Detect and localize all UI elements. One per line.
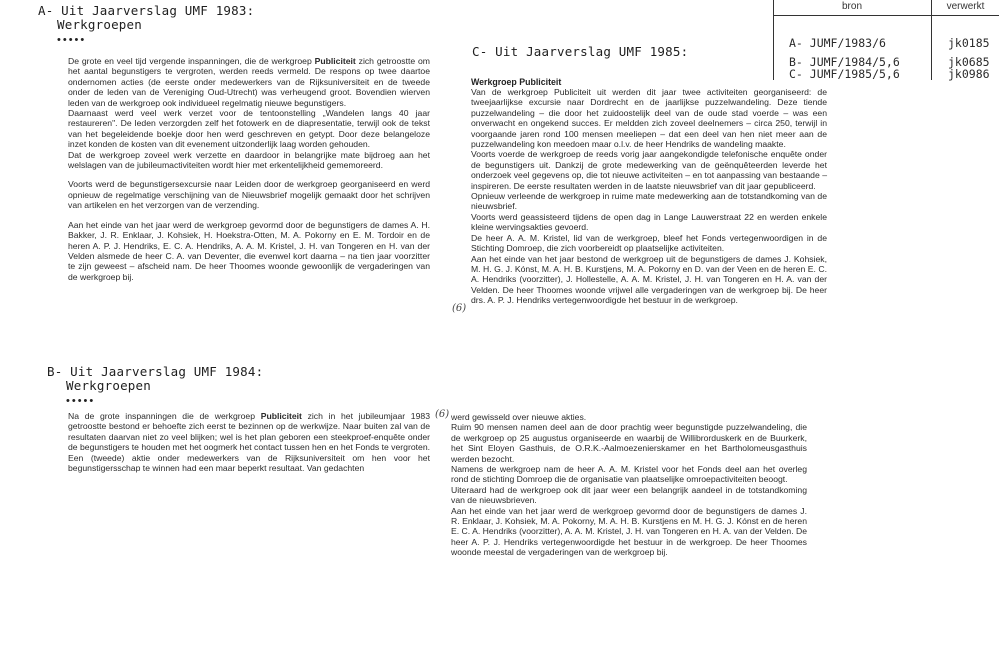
section-c-paragraph: Voorts werd geassisteerd tijdens de open dag in Lange Lauwerstraat 22 en werden enkele kleine wervingsakties gevoerd. xyxy=(471,211,827,233)
section-a-paragraph: Aan het einde van het jaar werd de werkgroep gevormd door de begunstigers de dames A. H. Bakker, J. R. Enklaar, J. Kohsiek, H. Hoekstra-Otten, M. A. Pokorny en E. M. Tordoir en de heren A. P. J. Hendriks, E. C. A. Hendriks, A. A. M. Kristel, J. H. van Tongeren en H. van der Velden alsmede de heer C. A. van Deventer, die evenwel kort daarna – na tien jaar voorzitter te zijn geweest – afscheid nam. De heer Thoomes woonde gewoonlijk de vergaderingen van de werkgroep bij. xyxy=(68,219,430,282)
section-b-cont-paragraph: Uiteraard had de werkgroep ook dit jaar weer een belangrijk aandeel in de totstandkoming van de nieuwsbrieven. xyxy=(451,484,807,506)
section-b-cont-body xyxy=(451,412,807,558)
section-a-label: A- Uit Jaarverslag UMF 1983: xyxy=(38,3,255,18)
emphasis-publiciteit: Publiciteit xyxy=(314,56,356,66)
section-c-margin-mark: (6) xyxy=(452,303,467,314)
table-header-rule xyxy=(773,15,999,16)
table-processed-c: jk0986 xyxy=(948,67,990,81)
table-header-source: bron xyxy=(841,1,862,12)
section-b-cont-paragraph: Namens de werkgroep nam de heer A. A. M. Kristel voor het Fonds deel aan het overleg rond de stichting Domroep die de organisatie van plaatselijke omroepactiviteiten beoogt. xyxy=(451,464,807,485)
table-processed-b: jk0685 xyxy=(948,55,990,69)
section-a-body xyxy=(68,56,430,282)
section-b-dots: ••••• xyxy=(66,395,96,407)
section-b-cont-paragraph: Ruim 90 mensen namen deel aan de door prachtig weer begunstigde puzzelwandeling, die de werkgroep op 25 augustus organiseerde en waarbij de Willibrorduskerk en de Buurkerk, het Sint Eloyen Gasthuis, de O.R.K.-Aalmoezenierskamer en het Bartholomeusgasthuis werden bezocht. xyxy=(451,422,807,464)
section-c-heading: Werkgroep Publiciteit xyxy=(471,77,562,87)
section-b-cont-paragraph: werd gewisseld over nieuwe akties. xyxy=(451,412,587,422)
section-c-label: C- Uit Jaarverslag UMF 1985: xyxy=(472,44,689,59)
section-a-paragraph: De grote en veel tijd vergende inspanningen, die de werkgroep Publiciteit zich getroostte om het aantal begunstigers te vergroten, werden reeds vermeld. De respons op twee daartoe ondernomen acties (de eerste onder medewerkers van de Rijksuniversiteit en de tweede onder de leden van de Vereniging Oud-Utrecht) was verheugend groot. Bovendien wierven leden van de werkgroep ook individueel regelmatig nieuwe begunstigers. xyxy=(68,56,430,108)
section-c-body xyxy=(471,77,827,306)
section-a-paragraph: Dat de werkgroep zoveel werk verzette en daardoor in belangrijke mate bijdroeg aan het welslagen van de jubileumactiviteiten wordt hier met erkentelijkheid gememoreerd. xyxy=(68,149,430,171)
section-a-paragraph: Daarnaast werd veel werk verzet voor de tentoonstelling „Wandelen langs 40 jaar restaureren". De leden verzorgden zelf het fotowerk en de diapresentatie, terwijl ook de tekst van het begeleidende boekje door hen werd geschreven en getypt. Door deze belangeloze inzet konden de kosten van dit evenement uitzonderlijk laag worden gehouden. xyxy=(68,108,430,150)
section-b-cont-margin-mark: (6) xyxy=(435,409,450,420)
table-source-b: B- JUMF/1984/5,6 xyxy=(789,55,900,69)
section-c-paragraph: Opnieuw verleende de werkgroep in ruime mate medewerking aan de totstandkoming van de nieuwsbrief. xyxy=(471,191,827,212)
table-source-c: C- JUMF/1985/5,6 xyxy=(789,67,900,81)
section-b-cont-paragraph: Aan het einde van het jaar werd de werkgroep gevormd door de begunstigers de dames J. R. Enklaar, J. Kohsiek, M. A. Pokorny, M. A. H. B. Kurstjens en M. H. G. J. Kónst en de heren E. C. A. Hendriks (voorzitter), A. A. M. Kristel, J. H. van Tongeren en H. A. van der Velden. De heer A. P. J. Hendriks vertegenwoordigde het bestuur in de werkgroep. De heer Thoomes woonde meestal de vergaderingen van de werkgroep bij. xyxy=(451,505,808,558)
section-a-subheading: Werkgroepen xyxy=(57,17,142,32)
table-processed-a: jk0185 xyxy=(948,36,990,50)
section-a-dots: ••••• xyxy=(57,34,87,46)
section-b-body xyxy=(68,411,430,473)
section-a-paragraph: Voorts werd de begunstigersexcursie naar Leiden door de werkgroep georganiseerd en werd opnieuw de regelmatige verschijning van de Nieuwsbrief mogelijk gemaakt door het schrijven van artikelen en het verzorgen van de verzending. xyxy=(68,179,430,211)
section-b-paragraph: Na de grote inspanningen die de werkgroep Publiciteit zich in het jubileumjaar 1983 getroostte bestond er behoefte zich eerst te bezinnen op de werkwijze. Naar buiten zal van de resultaten daarvan niet zo veel blijken; wel is het plan geboren een steekproef-enquête onder de begunstigers te houden met het oogmerk het contact tussen hen en het Fonds te vergroten. xyxy=(68,411,431,453)
section-c-paragraph: De heer A. A. M. Kristel, lid van de werkgroep, bleef het Fonds vertegenwoordigen in de Stichting Domroep, die zich voorbereidt op plaatselijke activiteiten. xyxy=(471,232,827,254)
section-b-subheading: Werkgroepen xyxy=(66,378,151,393)
table-source-a: A- JUMF/1983/6 xyxy=(789,36,886,50)
section-c-paragraph: Voorts voerde de werkgroep de reeds vorig jaar aangekondigde telefonische enquête onder de begunstigers uit. Dankzij de grote medewerking van de geënquêteerden leverde het onderzoek veel gegevens op, die tot nieuwe activiteiten – en tot aanpassing van bestaande – inspireren. De eerste resultaten werden in de laatste nieuwsbrief van dit jaar gepubliceerd. xyxy=(471,149,827,191)
section-c-paragraph: Aan het einde van het jaar bestond de werkgroep uit de begunstigers de dames J. Kohsiek, M. H. G. J. Kónst, M. A. H. B. Kurstjens, M. A. Pokorny en D. van der Veen en de heren E. C. A. Hendriks (voorzitter), J. Hollestelle, A. A. M. Kristel, J. H. van Tongeren en H. A. van der Velden. De heer Thoomes woonde vrijwel alle vergaderingen van de werkgroep bij. De heer drs. A. P. J. Hendriks vertegenwoordigde het bestuur in de werkgroep. xyxy=(471,253,827,306)
table-header-processed: verwerkt xyxy=(946,1,985,12)
section-c-paragraph: Van de werkgroep Publiciteit uit werden dit jaar twee activiteiten georganiseerd: de tweejaarlijkse excursie naar Dordrecht en de jaarlijkse puzzelwandeling. Deze tiende puzzelwandeling – die door het zuidoostelijk deel van de oude stad voerde – was een onverwacht en ongekend succes. Er meldden zich zoveel deelnemers – circa 250, terwijl in voorgaande jaren rond 100 mensen meeliepen – dat een deel van hen niet meer aan de puzzelwandeling kon meedoen maar o.l.v. de heer Hendriks de wandeling maakte. xyxy=(471,87,827,150)
emphasis-publiciteit: Publiciteit xyxy=(260,411,302,421)
section-b-paragraph: Een (tweede) aktie onder medewerkers van de Rijksuniversiteit om hen voor het begunstigersschap te winnen had een maar beperkt resultaat. Van gedachten xyxy=(68,452,430,474)
section-b-label: B- Uit Jaarverslag UMF 1984: xyxy=(47,364,264,379)
